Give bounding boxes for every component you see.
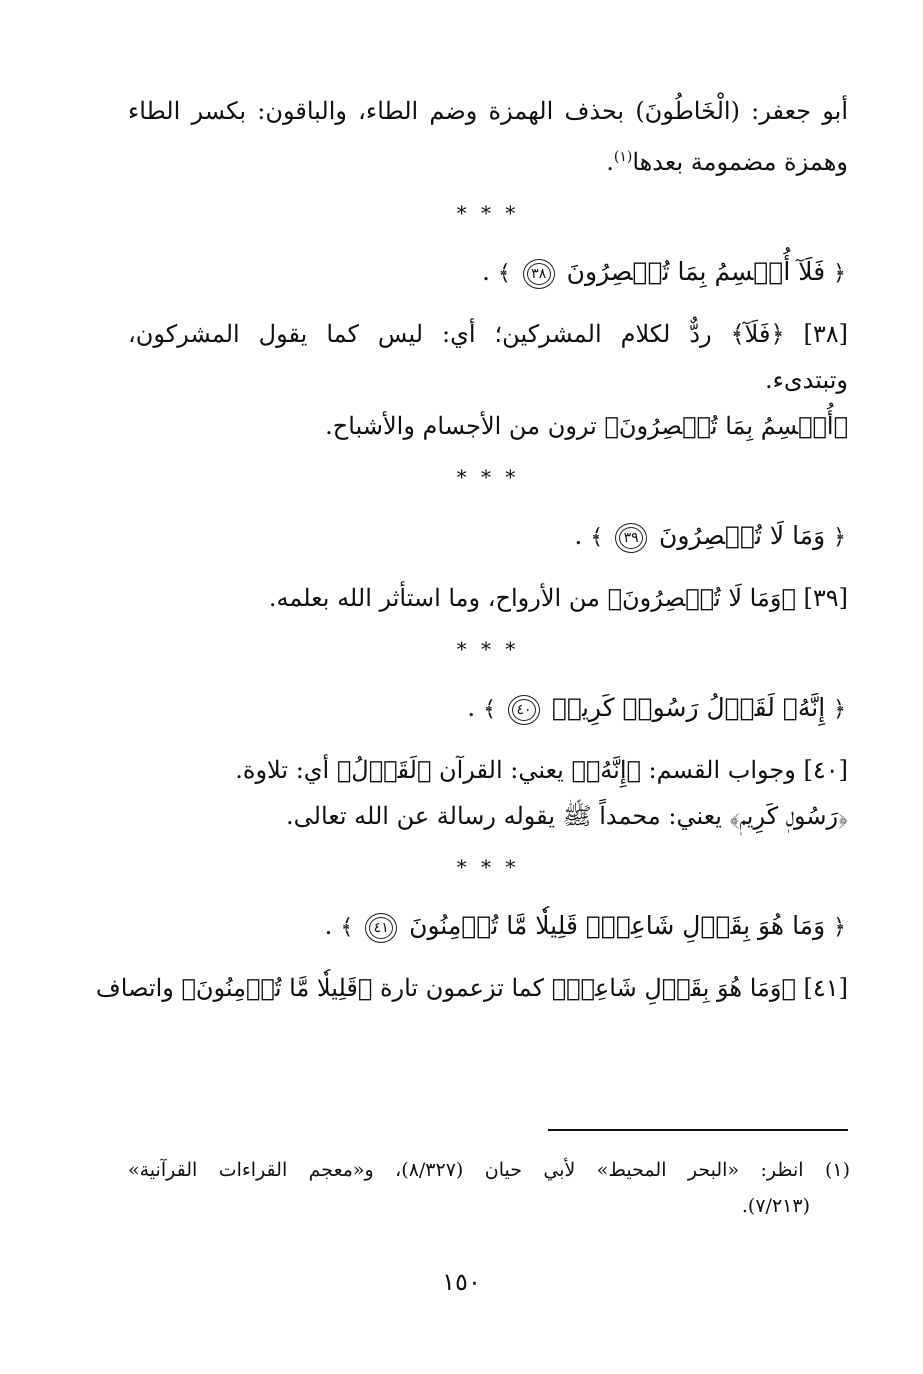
ornate-bracket-open: ﴿: [833, 697, 846, 722]
page-number: ١٥٠: [442, 1268, 481, 1296]
ornate-bracket-close: ﴾: [497, 261, 511, 286]
verse-40: [128, 681, 848, 737]
period: .: [574, 521, 583, 550]
commentary-line: وتبتدىء.: [764, 366, 848, 394]
ayah-number-marker: ٤٠: [508, 695, 540, 725]
footnotes: [128, 1152, 850, 1224]
verse-text: وَمَا لَا تُبۡصِرُونَ: [659, 521, 826, 550]
footnote-divider: [548, 1129, 848, 1131]
paragraph-line: [128, 134, 848, 185]
footnote-1: (١) انظر: «البحر المحيط» لأبي حيان (٨/٣٢٧)، و«معجم القراءات القرآنية»: [128, 1159, 851, 1181]
commentary-line: ﴿أُقۡسِمُ بِمَا تُبۡصِرُونَ﴾ ترون من الأجسام والأشباح.: [325, 412, 848, 440]
ornate-bracket-open: ﴿: [833, 915, 846, 940]
ayah-number-marker: ٣٩: [615, 523, 647, 553]
period: .: [324, 911, 333, 940]
page-body: [95, 88, 848, 1011]
commentary-line: [٣٨] ﴿فَلَآ﴾ ردٌّ لكلام المشركين؛ أي: ليس كما يقول المشركون،: [128, 320, 848, 348]
footnote-1-continuation: (٧/٢١٣).: [741, 1195, 810, 1217]
ornate-bracket-open: ﴿: [833, 525, 846, 550]
footnote-reference[interactable]: (١): [613, 149, 633, 165]
ornate-bracket-close: ﴾: [590, 525, 604, 550]
paragraph-line: أبو جعفر: (الْخَاطُونَ) بحذف الهمزة وضم الطاء، والباقون: بكسر الطاء: [128, 97, 848, 125]
paragraph-text: وهمزة مضمومة بعدها: [632, 148, 848, 176]
commentary-line: [٤٠] وجواب القسم: ﴿إِنَّهُۥ﴾ يعني: القرآن ﴿لَقَوۡلُ﴾ أي: تلاوة.: [235, 756, 848, 784]
ayah-number-marker: ٤١: [365, 913, 397, 943]
verse-text: وَمَا هُوَ بِقَوۡلِ شَاعِرٖۚ قَلِيلٗا مَّا تُؤۡمِنُونَ: [409, 911, 826, 940]
commentary-line: ﴿رَسُولٖ كَرِيمٖ﴾ يعني: محمداً ﷺ يقوله رسالة عن الله تعالى.: [286, 802, 848, 830]
ornate-bracket-close: ﴾: [340, 915, 354, 940]
section-separator: * * *: [456, 201, 520, 225]
verse-41: [128, 899, 848, 955]
ornate-bracket-close: ﴾: [483, 697, 497, 722]
period: .: [606, 148, 614, 176]
period: .: [467, 693, 476, 722]
verse-text: إِنَّهُۥ لَقَوۡلُ رَسُولٖ كَرِيمٖ: [551, 693, 826, 722]
section-separator: * * *: [456, 855, 520, 879]
commentary-line: [٤١] ﴿وَمَا هُوَ بِقَوۡلِ شَاعِرٖ﴾ كما تزعمون تارة ﴿قَلِيلٗا مَّا تُؤۡمِنُونَ﴾ واتصاف: [95, 974, 848, 1002]
verse-39: [128, 509, 848, 565]
ornate-bracket-open: ﴿: [833, 261, 846, 286]
period: .: [481, 257, 490, 286]
ayah-number-marker: ٣٨: [523, 259, 555, 289]
section-separator: * * *: [456, 637, 520, 661]
commentary-line: [٣٩] ﴿وَمَا لَا تُبۡصِرُونَ﴾ من الأرواح، وما استأثر الله بعلمه.: [268, 584, 848, 612]
verse-text: فَلَآ أُقۡسِمُ بِمَا تُبۡصِرُونَ: [566, 257, 826, 286]
section-separator: * * *: [456, 465, 520, 489]
verse-38: [128, 245, 848, 301]
